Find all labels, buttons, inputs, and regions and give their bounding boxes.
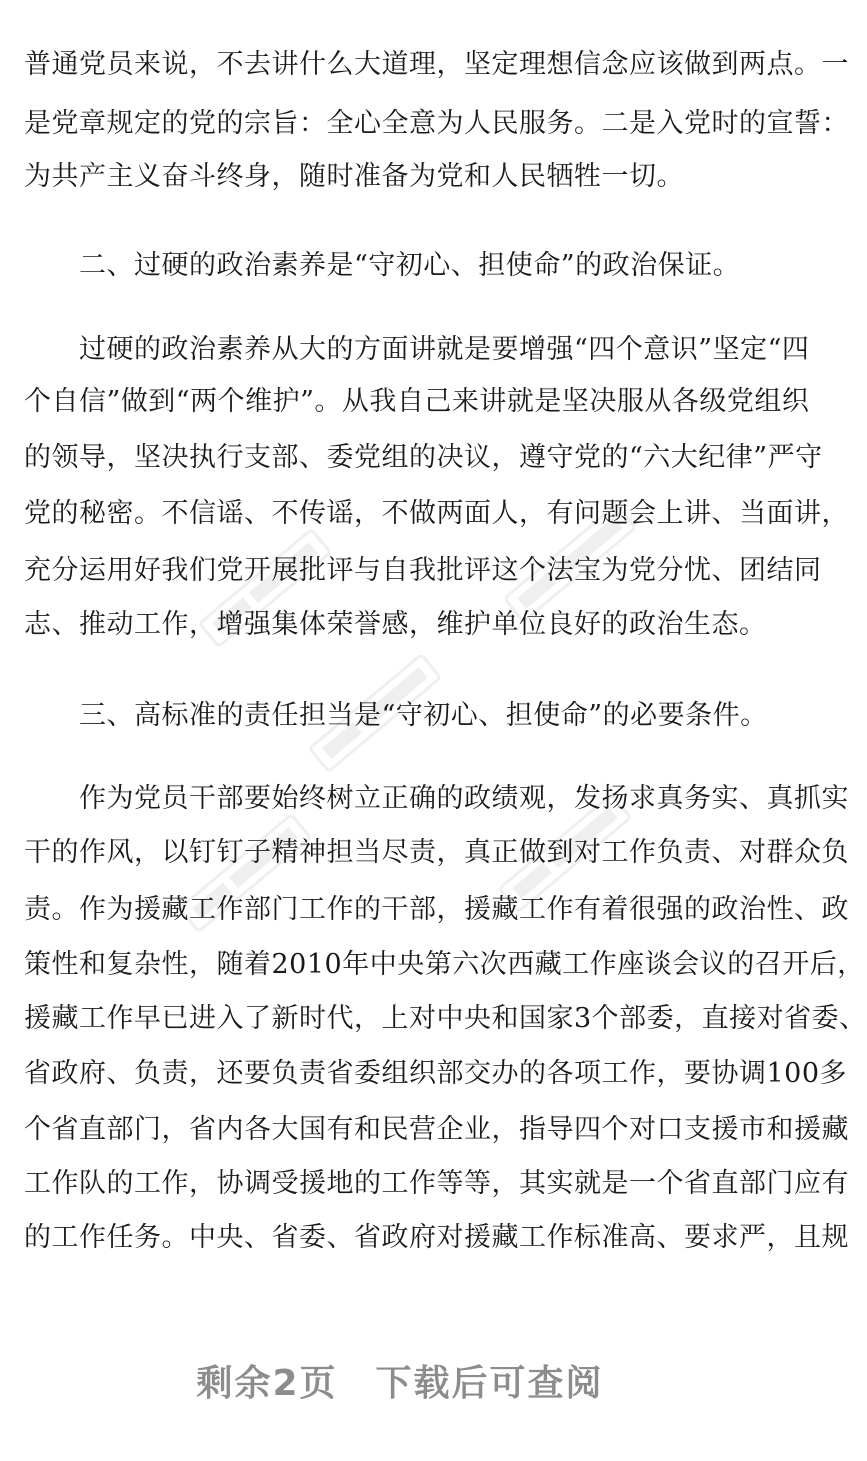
paragraph-line: 援藏工作早已进入了新时代，上对中央和国家3个部委，直接对省委、	[24, 1003, 867, 1034]
paragraph-line: 志、推动工作，增强集体荣誉感，维护单位良好的政治生态。	[24, 609, 767, 640]
paragraph-line: 干的作风，以钉钉子精神担当尽责，真正做到对工作负责、对群众负	[24, 837, 849, 868]
section-heading-3: 三、高标准的责任担当是“守初心、担使命”的必要条件。	[24, 700, 768, 731]
remaining-pages-notice: 剩余2页 下载后可查阅	[196, 1363, 604, 1404]
paragraph-line: 充分运用好我们党开展批评与自我批评这个法宝为党分忧、团结同	[24, 555, 822, 586]
paragraph-line: 策性和复杂性，随着2010年中央第六次西藏工作座谈会议的召开后，	[24, 949, 865, 980]
paragraph-line: 党的秘密。不信谣、不传谣，不做两面人，有问题会上讲、当面讲，	[24, 498, 849, 529]
paragraph-line: 责。作为援藏工作部门工作的干部，援藏工作有着很强的政治性、政	[24, 894, 849, 925]
paragraph-line: 普通党员来说，不去讲什么大道理，坚定理想信念应该做到两点。一	[24, 49, 849, 80]
paragraph-line: 个省直部门，省内各大国有和民营企业，指导四个对口支援市和援藏	[24, 1114, 849, 1145]
paragraph-line: 个自信”做到“两个维护”。从我自己来讲就是坚决服从各级党组织	[24, 386, 810, 417]
paragraph-line: 的领导，坚决执行支部、委党组的决议，遵守党的“六大纪律”严守	[24, 442, 823, 473]
paragraph-line: 作为党员干部要始终树立正确的政绩观，发扬求真务实、真抓实	[24, 783, 849, 814]
paragraph-line: 省政府、负责，还要负责省委组织部交办的各项工作，要协调100多	[24, 1058, 848, 1089]
paragraph-line: 为共产主义奋斗终身，随时准备为党和人民牺牲一切。	[24, 161, 684, 192]
paragraph-line: 是党章规定的党的宗旨：全心全意为人民服务。二是入党时的宣誓：	[24, 108, 849, 139]
paragraph-line: 工作队的工作，协调受援地的工作等等，其实就是一个省直部门应有	[24, 1168, 849, 1199]
paragraph-line: 过硬的政治素养从大的方面讲就是要增强“四个意识”坚定“四	[24, 334, 810, 365]
section-heading-2: 二、过硬的政治素养是“守初心、担使命”的政治保证。	[24, 250, 741, 281]
paragraph-line: 的工作任务。中央、省委、省政府对援藏工作标准高、要求严，且规	[24, 1222, 849, 1253]
